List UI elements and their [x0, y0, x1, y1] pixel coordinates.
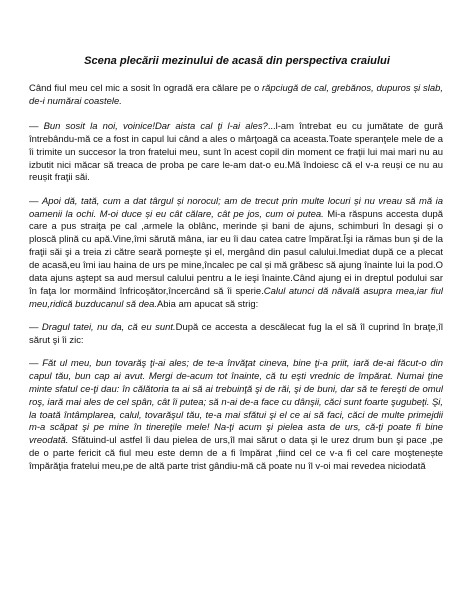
italic-text-segment: Dragul tatei, nu da, că eu sunt.	[41, 321, 176, 333]
text-segment: Abia am apucat să strig:	[157, 298, 259, 310]
document-body	[29, 83, 443, 474]
text-segment: Când fiul meu cel mic a sosit în ogradă era călare pe o	[29, 83, 263, 94]
text-segment: —	[29, 321, 42, 333]
paragraph-p5	[29, 358, 443, 474]
italic-text-segment: Apoi dă, tată, cum a dat târgul și norocul; am de trecut prin multe locuri și nu vreau să mă ia oamenii la ochi. M-oi duce și eu cât călare, cât pe jos, cum oi putea.	[29, 195, 443, 220]
italic-text-segment: Calul atunci dă năvală asupra mea,iar fiul meu,ridică buzducanul să dea.	[29, 285, 444, 310]
italic-text-segment: Bun sosit la noi, voinice!Dar aista cal ţi l-ai ales?	[43, 120, 268, 132]
paragraph-p4	[29, 322, 443, 348]
italic-text-segment: răpciugă de cal, grebănos, dupuros și slab, de-i numărai coastele.	[29, 83, 443, 107]
text-segment: Sfătuind-ul astfel îi dau pielea de urs,îl mai sărut o data şi le urez drum bun şi pace ,pe de o parte fericit că fiul meu este demn de a fi împărat ,fiind cel ce v-a fi cel care moştenește împărăţia fratelui meu,pe de altă parte trist gândiu-mă că poate nu îl v-oi mai revedea niciodată	[29, 435, 443, 473]
paragraph-p1	[29, 83, 443, 109]
text-segment: După ce accesta a descălecat fug la el să îl cuprind în braţe,îl sărut şi îi zic:	[29, 321, 443, 346]
text-segment: ...l-am întrebat eu cu jumătate de gură întrebându-mă ce a fost in capul lui când a ales o mârţoagă ca aceasta.Toate speranţele mele de a îi trimite un succesor la tron fratelui meu, sunt în acest copil din moment ce fraţii lui mai mari nu au izbutit nici măcar să treaca de proba pe care le-am dat-o eu.Mă îndoiesc că el v-a reuși ce nu au reușit fraţii săi.	[29, 120, 443, 184]
text-segment: Imediat după ce a plecat de acasă,eu îmi iau haina de urs pe mine,încalec pe cal și mă grăbesc să ajung înainte lui la pod.O data ajuns aştept sa aud mersul calului pentru a le ieşi înainte.Când ajung ei in dreptul podului sar în faţa lor mormăind înfricoşător,încercând să îi sperie.	[29, 247, 443, 297]
text-segment: —	[29, 358, 43, 370]
text-segment: —	[29, 120, 44, 132]
text-segment: Mi-a răspuns accesta după care a pus straiţa pe cal ,armele la oblânc, merinde și bani de ajuns, schimburi în desagi și o ploscă plină cu apă.Vine,îmi sărută mâna, iar eu îi dau catea catre împărat.Îşi ia rămas bun şi de la fraţii săi şi a treia zi către seară porneşte şi el, mergând din pasul calului.	[29, 208, 443, 259]
page-title: Scena plecării mezinului de acasă din perspectiva craiului	[84, 55, 390, 67]
paragraph-p2	[29, 121, 443, 185]
text-segment: —	[29, 195, 42, 207]
italic-text-segment: Făt ul meu, bun tovarăş ţi-ai ales; de te-a învăţat cineva, bine ţi-a priit, iară de-ai făcut-o din capul tău, bun cap ai avut. Mergi de-acum tot înainte, că tu eşti vrednic de împărat. Numai ţine minte sfatul ce-ţi dau: în călătoria ta ai să ai trebuinţă şi de răi, şi de buni, dar să te fereşti de omul roş, iară mai ales de cel spân, cât îi putea; să n-ai de-a face cu dânşii, căci sunt foarte şugubeţi. Şi, la toată întâmplarea, calul, tovarăşul tău, te-a mai sfătui şi el ce ai să faci, căci de multe primejdii m-a scăpat şi pe mine în tinereţile mele! Na-ţi acum şi pielea asta de urs, că-ţi poate fi bine vreodată.	[29, 358, 443, 447]
paragraph-p3	[29, 196, 443, 312]
